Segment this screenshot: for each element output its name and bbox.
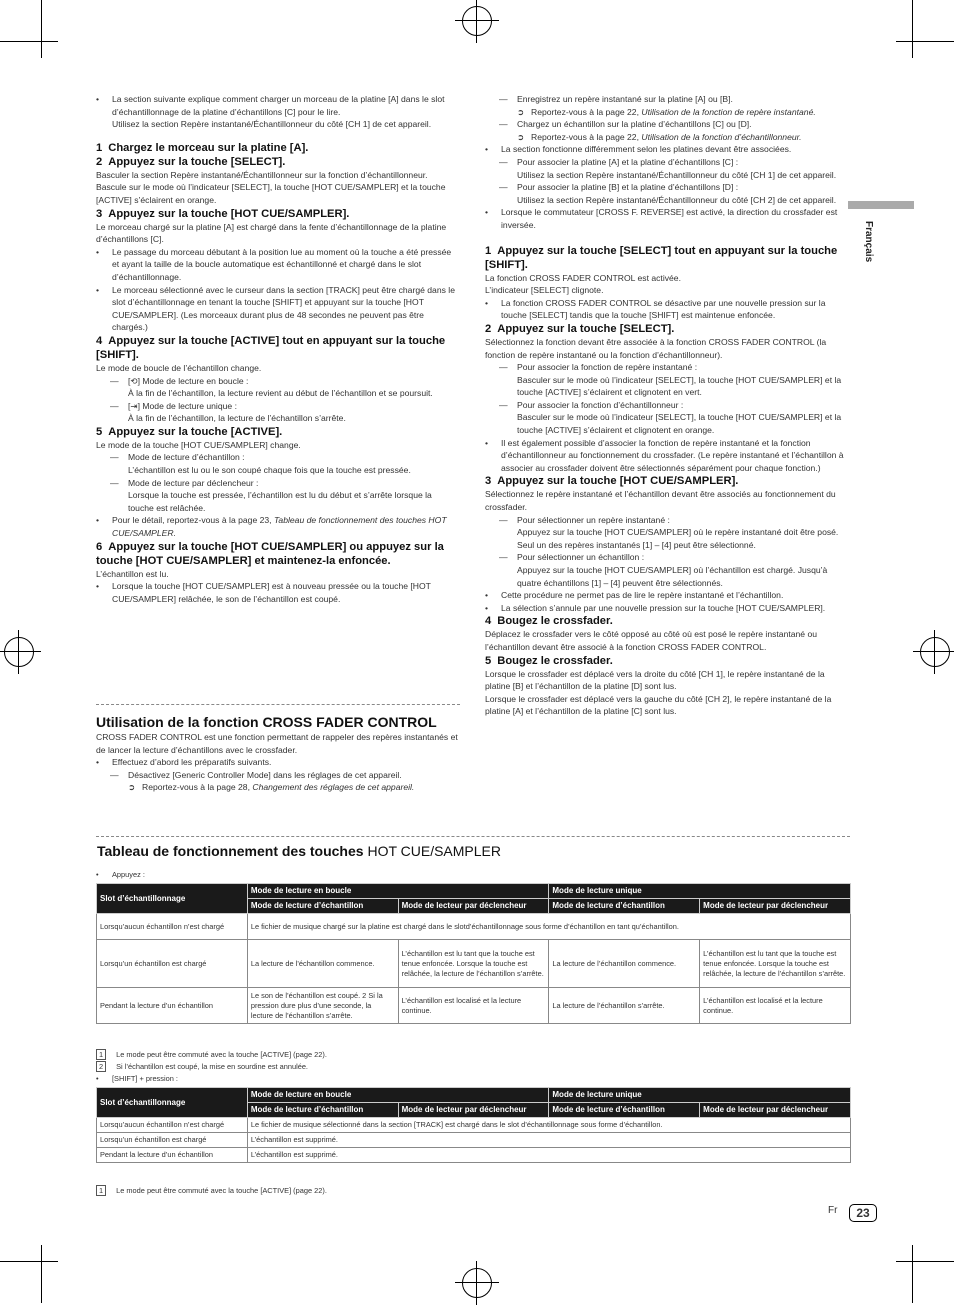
side-tab-language: Français bbox=[863, 221, 874, 263]
header-loop-mode: Mode de lecture en boucle bbox=[247, 1088, 549, 1103]
paragraph: Le morceau chargé sur la platine [A] est chargé dans la fente d’échantillonnage de la platine d’échantillons [C]. bbox=[96, 221, 447, 245]
registration-mark bbox=[462, 6, 492, 36]
shift-table bbox=[96, 1087, 851, 1163]
header-trigger-mode: Mode de lecteur par déclencheur bbox=[700, 899, 851, 914]
step-heading: 6 Appuyez sur la touche [HOT CUE/SAMPLER] ou appuyez sur la touche [HOT CUE/SAMPLER] et maintenez-la enfoncée. bbox=[96, 540, 444, 567]
dash-item: — Mode de lecture d’échantillon : bbox=[96, 451, 460, 464]
header-loop-mode: Mode de lecture en boucle bbox=[247, 884, 549, 899]
table-row bbox=[97, 914, 851, 940]
header-trigger-mode: Mode de lecteur par déclencheur bbox=[398, 899, 549, 914]
dash-detail: Utilisez la section Repère instantané/Échantillonneur du côté [CH 1] de cet appareil. bbox=[517, 169, 837, 180]
reference: ➲ Reportez-vous à la page 28, Changement des réglages de cet appareil. bbox=[96, 781, 460, 794]
crop-mark bbox=[912, 1245, 913, 1303]
dash-item: — Pour associer la fonction de repère instantané : bbox=[485, 361, 850, 374]
table-cell: Le son de l’échantillon est coupé. 2 Si la pression dure plus d’une seconde, la lecture de l’échantillon s’arrête. bbox=[247, 988, 398, 1024]
step-heading: 2 Appuyez sur la touche [SELECT]. bbox=[96, 155, 286, 168]
table-cell: L’échantillon est supprimé. bbox=[247, 1148, 850, 1163]
left-column bbox=[96, 93, 460, 605]
table-cell: L’échantillon est lu tant que la touche est tenue enfoncée. Lorsque la touche est relâchée, la lecture de l’échantillon s’arrête. bbox=[398, 940, 549, 988]
table-cell: L’échantillon est localisé et la lecture continue. bbox=[700, 988, 851, 1024]
dash-item: — Pour associer la platine [B] et la platine d’échantillons [D] : bbox=[485, 181, 850, 194]
paragraph: Basculer la section Repère instantané/Échantillonneur sur la fonction d’échantillonneur. bbox=[96, 169, 428, 180]
step-heading: 4 Bougez le crossfader. bbox=[485, 615, 613, 628]
page-number: 23 bbox=[849, 1204, 877, 1222]
paragraph: Lorsque le crossfader est déplacé vers la droite du côté [CH 1], le repère instantané de la platine [B] et l’échantillon de la platine [D] sont lus. bbox=[485, 668, 825, 692]
intro-bullet: • La section suivante explique comment charger un morceau de la platine [A] dans le slot d’échantillonnage de la platine d’échantillons [C] pour le lire. bbox=[96, 93, 460, 118]
dash-detail: Lorsque la touche est pressée, l’échantillon est lu du début et s’arrête lorsque la touche est relâchée. bbox=[128, 490, 432, 513]
bullet: • Effectuez d’abord les préparatifs suivants. bbox=[96, 756, 460, 769]
step-heading: 2 Appuyez sur la touche [SELECT]. bbox=[485, 322, 675, 335]
dash-item: — Mode de lecture par déclencheur : bbox=[96, 477, 460, 490]
bullet: • Lorsque le commutateur [CROSS F. REVERSE] est activé, la direction du crossfader est inversée. bbox=[485, 206, 850, 231]
step-heading: 3 Appuyez sur la touche [HOT CUE/SAMPLER]. bbox=[485, 475, 739, 488]
table-cell: La lecture de l’échantillon commence. bbox=[549, 940, 700, 988]
intro-note: Utilisez la section Repère instantané/Échantillonneur du côté [CH 1] de cet appareil. bbox=[112, 119, 432, 130]
table-cell: La lecture de l’échantillon s’arrête. bbox=[549, 988, 700, 1024]
footnote-3: 1 Le mode peut être commuté avec la touche [ACTIVE] (page 22). bbox=[96, 1186, 327, 1195]
bullet: • La fonction CROSS FADER CONTROL se désactive par une nouvelle pression sur la touche [SELECT] tandis que la touche [SHIFT] est maintenue enfoncée. bbox=[485, 297, 850, 322]
paragraph: Sélectionnez le repère instantané et l’échantillon devant être associés au fonctionnement du crossfader. bbox=[485, 489, 836, 513]
footer-language: Fr bbox=[828, 1205, 838, 1216]
dash-detail: À la fin de l’échantillon, la lecture revient au début de l’échantillon et se poursuit. bbox=[128, 388, 433, 399]
dash-detail: À la fin de l’échantillon, la lecture de l’échantillon s’arrête. bbox=[128, 413, 346, 424]
table-cell: L’échantillon est lu tant que la touche est tenue enfoncée. Lorsque la touche est relâchée, la lecture de l’échantillon s’arrête. bbox=[700, 940, 851, 988]
section-divider bbox=[96, 704, 460, 705]
dash-item: — Pour associer la fonction d’échantillonneur : bbox=[485, 399, 850, 412]
footnote-1: 1 Le mode peut être commuté avec la touche [ACTIVE] (page 22). bbox=[96, 1050, 327, 1059]
header-slot: Slot d’échantillonnage bbox=[97, 884, 248, 914]
bullet: • Le morceau sélectionné avec le curseur dans la section [TRACK] peut être chargé dans le slot d’échantillonnage en tenant la touche [SHIFT] et appuyant sur la touche [HOT CUE/SAMPLER]. (Les morceaux durant plus de 48 secondes ne peuvent pas être chargés.) bbox=[96, 284, 460, 334]
step-heading: 5 Bougez le crossfader. bbox=[485, 654, 613, 667]
header-sample-mode: Mode de lecture d’échantillon bbox=[247, 899, 398, 914]
table-cell: Le fichier de musique chargé sur la platine est chargé dans le slotd’échantillonnage sous forme d’échantillon en tant qu’échantillon. bbox=[247, 914, 850, 940]
table-title: Tableau de fonctionnement des touches HOT CUE/SAMPLER bbox=[97, 843, 501, 859]
crop-mark bbox=[0, 1261, 58, 1262]
dash-item: — Pour sélectionner un échantillon : bbox=[485, 551, 850, 564]
crop-mark bbox=[896, 41, 954, 42]
bullet: • La sélection s’annule par une nouvelle pression sur la touche [HOT CUE/SAMPLER]. bbox=[485, 602, 850, 615]
dash-item: — [⟲] Mode de lecture en boucle : bbox=[96, 375, 460, 388]
row-label: Pendant la lecture d’un échantillon bbox=[97, 1148, 248, 1163]
paragraph: CROSS FADER CONTROL est une fonction permettant de rappeler des repères instantanés et de lancer la lecture d’échantillons avec le crossfader. bbox=[96, 732, 458, 755]
paragraph: Sélectionnez la fonction devant être associée à la fonction CROSS FADER CONTROL (la fonction de repère instantané ou la fonction d’échantillonneur). bbox=[485, 336, 827, 360]
table-row bbox=[97, 988, 851, 1024]
dash-item: — Pour sélectionner un repère instantané : bbox=[485, 514, 850, 527]
press-table bbox=[96, 883, 851, 1024]
paragraph: Le mode de la touche [HOT CUE/SAMPLER] change. bbox=[96, 439, 301, 450]
dash-item: — [⇥] Mode de lecture unique : bbox=[96, 400, 460, 413]
dash-detail: Utilisez la section Repère instantané/Échantillonneur du côté [CH 2] de cet appareil. bbox=[517, 194, 837, 205]
bullet: • Cette procédure ne permet pas de lire le repère instantané et l’échantillon. bbox=[485, 589, 850, 602]
bullet: • La section fonctionne différemment selon les platines devant être associées. bbox=[485, 143, 850, 156]
header-sample-mode: Mode de lecture d’échantillon bbox=[549, 899, 700, 914]
paragraph: L’indicateur [SELECT] clignote. bbox=[485, 285, 604, 296]
dash-detail: Basculer sur le mode où l’indicateur [SELECT], la touche [HOT CUE/SAMPLER] et la touche [ACTIVE] s’éclairent et clignotent en orange. bbox=[517, 412, 842, 436]
header-sample-mode: Mode de lecture d’échantillon bbox=[549, 1103, 700, 1118]
table-cell: La lecture de l’échantillon commence. bbox=[247, 940, 398, 988]
paragraph: Déplacez le crossfader vers le côté opposé au côté où est posé le repère instantané ou l’échantillon devant être associé à la fonction CROSS FADER CONTROL. bbox=[485, 629, 818, 652]
header-trigger-mode: Mode de lecteur par déclencheur bbox=[398, 1103, 549, 1118]
paragraph: Le mode de boucle de l’échantillon change. bbox=[96, 362, 262, 373]
cross-fader-section bbox=[96, 713, 460, 794]
row-label: Lorsqu’un échantillon est chargé bbox=[97, 940, 248, 988]
reference: ➲ Reportez-vous à la page 22, Utilisation de la fonction de repère instantané. bbox=[485, 106, 850, 119]
bullet: • Il est également possible d’associer la fonction de repère instantané et la fonction d’échantillonneur au fonctionnement du crossfader. (Le repère instantané et l’échantillon à associer au crossfader doivent être sélectionnés séparément pour chaque fonction.) bbox=[485, 437, 850, 475]
reference: ➲ Reportez-vous à la page 22, Utilisation de la fonction d’échantillonneur. bbox=[485, 131, 850, 144]
dash-detail: L’échantillon est lu ou le son coupé chaque fois que la touche est pressée. bbox=[128, 465, 411, 476]
registration-mark bbox=[4, 637, 34, 667]
right-column bbox=[485, 93, 850, 718]
section-divider bbox=[96, 836, 850, 837]
row-label: Lorsqu’aucun échantillon n’est chargé bbox=[97, 914, 248, 940]
table-cell: Le fichier de musique sélectionné dans la section [TRACK] est chargé dans le slot d’échantillonnage sous forme d’échantillon. bbox=[247, 1118, 850, 1133]
dash-item: — Enregistrez un repère instantané sur la platine [A] ou [B]. bbox=[485, 93, 850, 106]
press-label: • Appuyez : bbox=[96, 870, 145, 879]
row-label: Lorsqu’aucun échantillon n’est chargé bbox=[97, 1118, 248, 1133]
paragraph: L’échantillon est lu. bbox=[96, 568, 169, 579]
paragraph: La fonction CROSS FADER CONTROL est activée. bbox=[485, 272, 681, 283]
dash-detail: Appuyez sur la touche [HOT CUE/SAMPLER] où le repère instantané doit être posé. Seul un des repères instantanés [1] – [4] peut être sélectionné. bbox=[517, 527, 839, 550]
bullet: • Lorsque la touche [HOT CUE/SAMPLER] est à nouveau pressée ou la touche [HOT CUE/SAMPLER] relâchée, le son de l’échantillon est coupé. bbox=[96, 580, 460, 605]
paragraph: Lorsque le crossfader est déplacé vers la gauche du côté [CH 2], le repère instantané de la platine [A] et l’échantillon de la platine [C] sont lus. bbox=[485, 693, 832, 717]
row-label: Pendant la lecture d’un échantillon bbox=[97, 988, 248, 1024]
step-heading: 5 Appuyez sur la touche [ACTIVE]. bbox=[96, 425, 283, 438]
dash-item: — Pour associer la platine [A] et la platine d’échantillons [C] : bbox=[485, 156, 850, 169]
dash-detail: Appuyez sur la touche [HOT CUE/SAMPLER] où l’échantillon est chargé. Jusqu’à quatre échantillons [1] – [4] peuvent être sélectionnés. bbox=[517, 565, 828, 588]
header-single-mode: Mode de lecture unique bbox=[549, 884, 851, 899]
table-row bbox=[97, 1133, 851, 1148]
crop-mark bbox=[896, 1261, 954, 1262]
header-slot: Slot d’échantillonnage bbox=[97, 1088, 248, 1118]
step-heading: 4 Appuyez sur la touche [ACTIVE] tout en appuyant sur la touche [SHIFT]. bbox=[96, 334, 446, 361]
section-title: Utilisation de la fonction CROSS FADER CONTROL bbox=[96, 714, 437, 730]
crop-mark bbox=[0, 41, 58, 42]
row-label: Lorsqu’un échantillon est chargé bbox=[97, 1133, 248, 1148]
registration-mark bbox=[920, 637, 950, 667]
crop-mark bbox=[41, 1245, 42, 1303]
table-cell: L’échantillon est localisé et la lecture continue. bbox=[398, 988, 549, 1024]
table-row bbox=[97, 1148, 851, 1163]
paragraph: Bascule sur le mode où l’indicateur [SELECT], la touche [HOT CUE/SAMPLER] et la touche [ACTIVE] s’éclairent en orange. bbox=[96, 182, 446, 205]
step-heading: 1 Chargez le morceau sur la platine [A]. bbox=[96, 141, 309, 154]
step-heading: 3 Appuyez sur la touche [HOT CUE/SAMPLER]. bbox=[96, 207, 350, 220]
table-cell: L’échantillon est supprimé. bbox=[247, 1133, 850, 1148]
crop-mark bbox=[41, 0, 42, 58]
shift-label: • [SHIFT] + pression : bbox=[96, 1074, 178, 1083]
table-row bbox=[97, 940, 851, 988]
side-tab-bar bbox=[848, 201, 914, 209]
header-single-mode: Mode de lecture unique bbox=[549, 1088, 851, 1103]
crop-mark bbox=[912, 0, 913, 58]
footnote-2: 2 Si l’échantillon est coupé, la mise en sourdine est annulée. bbox=[96, 1062, 308, 1071]
table-row bbox=[97, 1118, 851, 1133]
dash-detail: Basculer sur le mode où l’indicateur [SELECT], la touche [HOT CUE/SAMPLER] et la touche [ACTIVE] s’éclairent et clignotent en vert. bbox=[517, 374, 842, 398]
dash-item: — Chargez un échantillon sur la platine d’échantillons [C] ou [D]. bbox=[485, 118, 850, 131]
header-trigger-mode: Mode de lecteur par déclencheur bbox=[700, 1103, 851, 1118]
step-heading: 1 Appuyez sur la touche [SELECT] tout en appuyant sur la touche [SHIFT]. bbox=[485, 244, 838, 271]
header-sample-mode: Mode de lecture d’échantillon bbox=[247, 1103, 398, 1118]
dash-item: — Désactivez [Generic Controller Mode] dans les réglages de cet appareil. bbox=[96, 769, 460, 782]
bullet: • Pour le détail, reportez-vous à la page 23, Tableau de fonctionnement des touches HOT CUE/SAMPLER. bbox=[96, 514, 460, 539]
bullet: • Le passage du morceau débutant à la position lue au moment où la touche a été pressée et ayant la taille de la boucle automatique est échantillonné et chargé dans le slot d’échantillonnage. bbox=[96, 246, 460, 284]
registration-mark bbox=[462, 1268, 492, 1298]
